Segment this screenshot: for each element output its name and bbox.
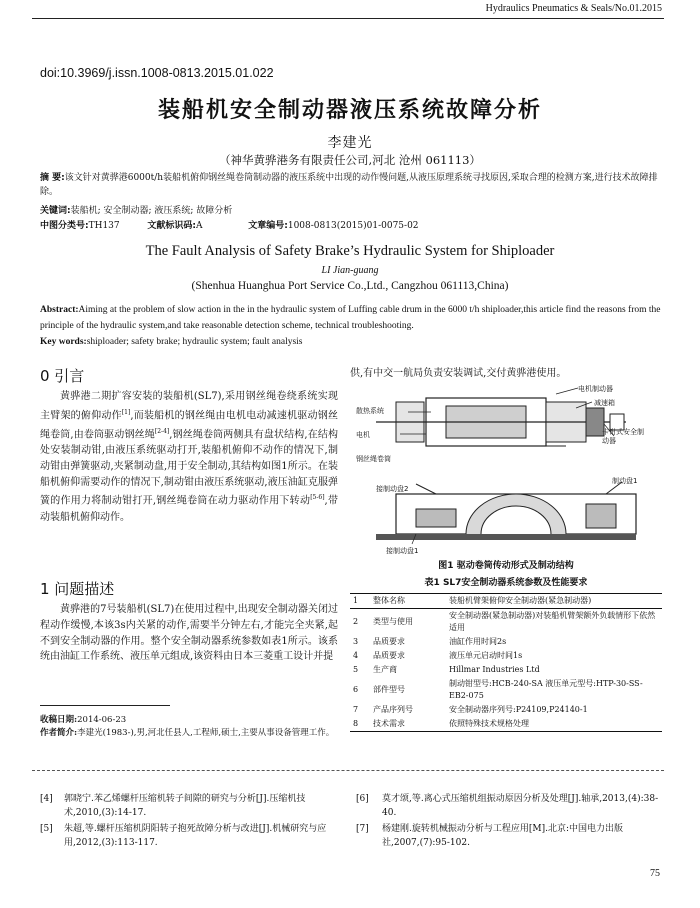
table-cell-name: 产品序列号 xyxy=(373,705,413,714)
table-cell-no: 5 xyxy=(353,665,359,674)
reference-text: 郭晓宁.苯乙烯螺杆压缩机转子间隙的研究与分析[J].压缩机技术,2010,(3):14-17. xyxy=(64,794,306,818)
table-cell-no: 7 xyxy=(353,705,359,714)
received-date: 2014-06-23 xyxy=(77,715,127,725)
section-1-paragraph: 黄骅港的7号装船机(SL7)在使用过程中,出现安全制动器关闭过程动作缓慢,本该3s内关紧的动作,需要半分钟左右,才能完全夹紧,起不到安全制动器的作用。整个安全制动器系统参数如表1所示。该系统由油缸工作系统、液压单元组成,该资料由日本三菱重工设计并提 xyxy=(40,604,338,663)
table-cell-no: 2 xyxy=(353,617,359,626)
title-cn: 装船机安全制动器液压系统故障分析 xyxy=(157,98,542,123)
label-disc-2: 接制动盘2 xyxy=(376,485,409,493)
affiliation-cn: （神华黄骅港务有限责任公司,河北 沧州 061113） xyxy=(219,153,481,167)
label-reducer: 减速箱 xyxy=(594,399,615,407)
table-row xyxy=(350,703,662,717)
reference-separator xyxy=(32,770,664,771)
s0-p1d: ,带动装船机俯仰动作。 xyxy=(40,495,338,523)
doc-label: 文献标识码: xyxy=(147,221,196,231)
table-row xyxy=(350,635,662,649)
table-cell-no: 6 xyxy=(353,685,359,694)
bio-text: 李建光(1983-),男,河北任县人,工程师,硕士,主要从事设备管理工作。 xyxy=(77,728,335,738)
table-cell-name: 技术需求 xyxy=(373,719,405,728)
reference-item xyxy=(40,792,340,820)
figure-1 xyxy=(356,384,656,554)
ref-mark-2: [2-4] xyxy=(154,427,170,435)
reference-text: 朱超,等.螺杆压缩机阴阳转子抱死故障分析与改进[J].机械研究与应用,2012,(3):113-117. xyxy=(64,824,327,848)
table-cell-value: 装船机臂架俯仰安全制动器(紧急制动器) xyxy=(449,596,592,605)
table-cell-no: 8 xyxy=(353,719,359,728)
keywords-en-label: Key words: xyxy=(40,337,87,347)
label-disc-1: 制动盘1 xyxy=(612,477,638,485)
section-1-heading: 1 问题描述 xyxy=(40,580,115,598)
affiliation-en: (Shenhua Huanghua Port Service Co.,Ltd., Cangzhou 061113,China) xyxy=(191,280,509,292)
table-cell-name: 类型与使用 xyxy=(373,617,413,626)
abstract-cn xyxy=(40,171,660,199)
table-cell-value: Hillmar Industries Ltd xyxy=(449,665,540,674)
table-row xyxy=(350,594,662,609)
table-1 xyxy=(350,593,662,732)
ref-mark-1: [1] xyxy=(121,408,131,416)
clc-label: 中图分类号: xyxy=(40,221,89,231)
reference-number: [4] xyxy=(40,794,53,804)
label-motor-brake: 电机制动器 xyxy=(578,385,613,393)
table-1-caption: 表1 SL7安全制动器系统参数及性能要求 xyxy=(424,578,588,588)
reference-item xyxy=(356,792,660,820)
section-0-paragraph xyxy=(40,389,338,525)
abstract-en-text: Aiming at the problem of slow action in the in the hydraulic system of Luffing cable drum in the 6000 t/h shiploader,this article find the reasons from the principle of the hydraulic system,and take reasonable detection scheme, technical troubleshooting. xyxy=(40,305,661,331)
table-row xyxy=(350,649,662,663)
table-cell-value: 安全制动器序列号:P24109,P24140-1 xyxy=(449,705,588,714)
table-cell-no: 1 xyxy=(353,596,359,605)
bio-label: 作者简介: xyxy=(40,728,78,738)
header-rule xyxy=(32,18,664,19)
table-cell-value: 油缸作用时间2s xyxy=(449,637,507,646)
abstract-cn-text: 该文针对黄骅港6000t/h装船机俯仰钢丝绳卷筒制动器的液压系统中出现的动作慢问题,从液压原理系统寻找原因,采取合理的检测方案,进行技术故障排除。 xyxy=(40,173,658,197)
references-left xyxy=(40,792,340,850)
footnote-rule xyxy=(40,705,170,706)
abstract-en-label: Abstract: xyxy=(40,305,79,315)
keywords-cn-label: 关键词: xyxy=(40,206,71,216)
table-cell-name: 品质要求 xyxy=(373,651,405,660)
table-1-grid xyxy=(350,593,662,732)
label-caliper: 卡钳式安全制动器 xyxy=(602,428,644,445)
keywords-cn-text: 装船机; 安全制动器; 液压系统; 故障分析 xyxy=(70,206,233,216)
references-right xyxy=(356,792,660,850)
label-motor: 电机 xyxy=(356,431,370,439)
table-row xyxy=(350,609,662,636)
table-cell-value: 制动钳型号:HCB-240-SA 液压单元型号:HTP-30-SS-EB2-075 xyxy=(449,679,643,700)
abstract-cn-label: 摘 要: xyxy=(40,173,65,183)
journal-header: Hydraulics Pneumatics & Seals/No.01.2015 xyxy=(485,3,662,14)
table-row xyxy=(350,717,662,732)
table-row xyxy=(350,663,662,677)
section-0-heading: 0 引言 xyxy=(40,367,85,385)
article-label: 文章编号: xyxy=(248,221,288,231)
reference-number: [7] xyxy=(356,824,369,834)
figure-1-caption: 图1 驱动卷筒传动形式及制动结构 xyxy=(438,561,574,571)
figure-1-drawing xyxy=(356,384,656,554)
reference-item xyxy=(40,822,340,850)
footnote xyxy=(40,714,338,740)
table-cell-name: 品质要求 xyxy=(373,637,405,646)
table-cell-no: 4 xyxy=(353,651,359,660)
abstract-en xyxy=(40,302,664,350)
s0-p1b: ,而装船机的钢丝绳由电机电动减速机驱动钢丝绳卷筒,由卷筒驱动钢丝绳 xyxy=(40,410,338,441)
table-cell-value: 安全制动器(紧急制动器)对装船机臂架额外负载情形下依然适用 xyxy=(449,611,656,632)
article-value: 1008-0813(2015)01-0075-02 xyxy=(287,221,419,231)
ref-mark-3: [5-6] xyxy=(310,494,325,502)
page-number: 75 xyxy=(650,868,660,879)
doi[interactable]: doi:10.3969/j.issn.1008-0813.2015.01.022 xyxy=(40,66,274,80)
table-cell-value: 液压单元启动时间1s xyxy=(449,651,523,660)
table-cell-name: 部件型号 xyxy=(373,685,405,694)
s0-p1c: ,钢丝绳卷筒两侧具有盘状结构,在结构处安装制动钳,由液压系统驱动打开,装船机俯仰不动作的情况下,制动钳由弹簧驱动,夹紧制动盘,用于安全制动,其结构如图1所示。在装船机俯仰需要动作的情况下,制动钳由液压系统驱动,液压油缸克服弹簧的作用力将制动钳打开,钢丝绳卷筒在动力驱动作用下转动 xyxy=(40,429,339,507)
classification-line xyxy=(40,219,660,233)
title-en: The Fault Analysis of Safety Brake’s Hydraulic System for Shiploader xyxy=(145,243,555,259)
reference-text: 杨建刚.旋转机械振动分析与工程应用[M].北京:中国电力出版社,2007,(7):95-102. xyxy=(382,824,623,848)
keywords-en-text: shiploader; safety brake; hydraulic system; fault analysis xyxy=(86,337,303,347)
table-cell-no: 3 xyxy=(353,637,359,646)
table-row xyxy=(350,677,662,703)
table-cell-value: 依照特殊技术规格处理 xyxy=(449,719,529,728)
section-0-continuation: 供,有中交一航局负责安装调试,交付黄骅港使用。 xyxy=(350,368,567,379)
label-disc-1b: 接制动盘1 xyxy=(386,547,419,555)
reference-number: [5] xyxy=(40,824,53,834)
author-en: LI Jian-guang xyxy=(321,265,379,276)
reference-item xyxy=(356,822,660,850)
keywords-cn xyxy=(40,204,660,218)
reference-text: 莫才颂,等.离心式压缩机组振动原因分析及处理[J].轴承,2013,(4):38-40. xyxy=(382,794,659,818)
doc-value: A xyxy=(196,221,203,231)
table-cell-name: 生产商 xyxy=(373,665,397,674)
author-cn: 李建光 xyxy=(327,135,373,151)
label-drum: 钢丝绳卷筒 xyxy=(356,455,391,463)
table-cell-name: 整体名称 xyxy=(373,596,405,605)
s0-p1: 黄骅港二期扩容安装的装船机(SL7),采用钢丝绳卷绕系统实现主臂架的俯仰动作 xyxy=(40,391,338,422)
clc-value: TH137 xyxy=(88,221,120,231)
received-label: 收稿日期: xyxy=(40,715,78,725)
label-heat-sink: 散热系统 xyxy=(356,407,384,415)
reference-number: [6] xyxy=(356,794,369,804)
